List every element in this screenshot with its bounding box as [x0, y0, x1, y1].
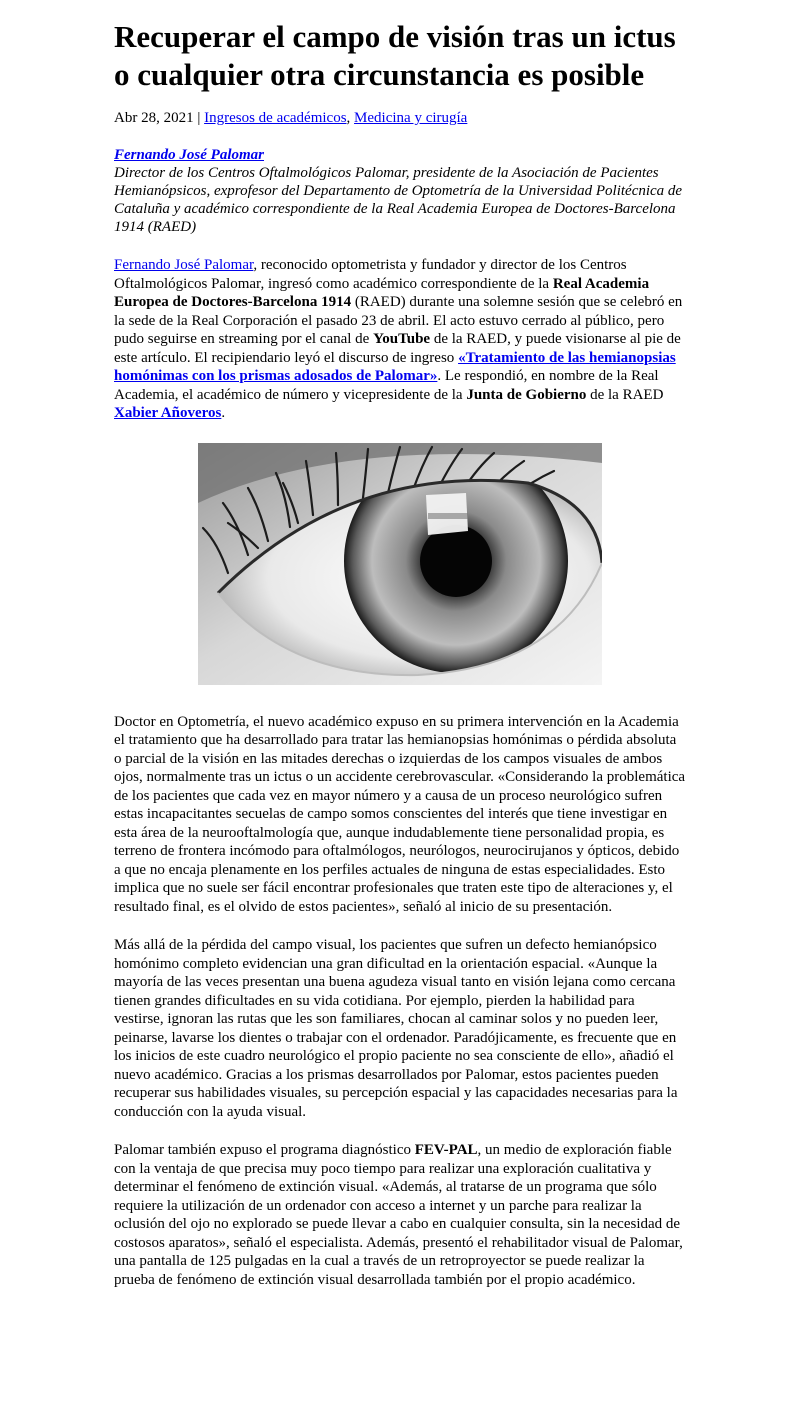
- eye-photo: [198, 443, 602, 685]
- p4-text-a: Palomar también expuso el programa diagnóstico: [114, 1142, 415, 1158]
- junta-bold: Junta de Gobierno: [466, 386, 587, 403]
- intro-text-4: . Le respondió, en nombre de la Real Academia, el académico de número y vicepresidente de la: [114, 368, 659, 403]
- p4-text-c: , un medio de exploración fiable con la ventaja de que precisa muy poco tiempo para realizar una exploración cualitativa y determinar el fenómeno de extinción visual. «Además, al tratarse de un programa que sólo requiere la utilización de un ordenador con acceso a internet y un parche para realizar la oclusión del ojo no explorado se puede llevar a cabo en cualquier consulta, sin la necesidad de costosos aparatos», señaló el especialista. Además, presentó el rehabilitador visual de Palomar, una pantalla de 125 pulgadas en la cual a través de un retroproyector se puede realizar la prueba de fenómeno de extinción visual desarrollada también por el propio académico.: [114, 1142, 683, 1288]
- pupil: [420, 525, 492, 597]
- meta-separator: |: [193, 110, 205, 126]
- article-content: [114, 18, 686, 1309]
- intro-text-6: .: [221, 405, 226, 421]
- article-date: Abr 28, 2021: [114, 110, 194, 126]
- youtube-bold: YouTube: [373, 331, 431, 347]
- intro-text-1: , reconocido optometrista y fundador y director de los Centros Oftalmológicos Palomar, ingresó como académico correspondiente de la: [114, 257, 627, 292]
- intro-text-2: (RAED) durante una solemne sesión que se celebró en la sede de la Real Corporación el pasado 23 de abril. El acto estuvo cerrado al público, pero pudo seguirse en streaming por el canal de: [114, 294, 683, 347]
- article-title: Recuperar el campo de visión tras un ictus o cualquier otra circunstancia es posible: [114, 19, 676, 92]
- author-inline-link[interactable]: Fernando José Palomar: [114, 257, 254, 273]
- paragraph-4: [114, 1141, 686, 1289]
- raed-name-bold: Real Academia Europea de Doctores-Barcelona 1914: [114, 275, 650, 310]
- intro-paragraph: [114, 256, 686, 423]
- intro-text-3: de la RAED, y puede visionarse al pie de este artículo. El recipiendario leyó el discurso de ingreso: [114, 331, 681, 366]
- fevpal-bold: FEV-PAL: [414, 1142, 478, 1158]
- author-bio: Director de los Centros Oftalmológicos Palomar, presidente de la Asociación de Pacientes Hemianópsicos, exprofesor del Departamento de Optometría de la Universidad Politécnica de Cataluña y académico correspondiente de la Real Academia Europea de Doctores-Barcelona 1914 (RAED): [114, 165, 683, 235]
- category-joiner: ,: [346, 110, 355, 126]
- paragraph-3: Más allá de la pérdida del campo visual, los pacientes que sufren un defecto hemianópsico homónimo completo evidencian una gran dificultad en la orientación espacial. «Aunque la mayoría de las veces presentan una buena agudeza visual tanto en visión lejana como cercana tienen grandes dificultades en su vida cotidiana. Por ejemplo, pierden la habilidad para vestirse, ignoran las rutas que les son familiares, chocan al caminar solos y no pueden leer, peinarse, lavarse los dientes o trabajar con el ordenador. Paradójicamente, es frecuente que en los inicios de este cuadro neurológico el propio paciente no sea consciente de ello», añadió el nuevo académico. Gracias a los prismas desarrollados por Palomar, estos pacientes pueden recuperar sus habilidades visuales, su percepción espacial y las capacidades necesarias para la conducción con la ayuda visual.: [114, 937, 678, 1120]
- category-link-medicina[interactable]: Medicina y cirugía: [354, 110, 468, 126]
- category-link-ingresos[interactable]: Ingresos de académicos: [204, 110, 347, 126]
- speech-title-link[interactable]: «Tratamiento de las hemianopsias homónimas con los prismas adosados de Palomar»: [114, 349, 676, 384]
- respondent-link[interactable]: Xabier Añoveros: [114, 405, 222, 421]
- author-block: [114, 146, 686, 236]
- author-name-link[interactable]: Fernando José Palomar: [114, 147, 265, 163]
- intro-text-5: de la RAED: [586, 386, 664, 403]
- article-meta: [114, 108, 686, 128]
- eye-photo-icon: [198, 443, 602, 685]
- paragraph-2: Doctor en Optometría, el nuevo académico expuso en su primera intervención en la Academia el tratamiento que ha desarrollado para tratar las hemianopsias homónimas o pérdida absoluta o parcial de la visión en las mitades derechas o izquierdas de los campos visuales de ambos ojos, normalmente tras un ictus o un accidente cerebrovascular. «Considerando la problemática de los pacientes que cada vez en mayor número y a causa de un proceso neurológico sufren estas incapacitantes secuelas de campo somos conscientes del interés que tiene investigar en esta área de la neurooftalmología que, aunque indudablemente tiene personalidad propia, es terreno de frontera incómodo para oftalmólogos, neurólogos, neurocirujanos y ópticos, debido a que no encaja plenamente en los perfiles actuales de ninguna de estas especialidades. Esto implica que no suele ser fácil encontrar profesionales que traten este tipo de alteraciones y, el resultado final, es el olvido de estos pacientes», señaló al inicio de su presentación.: [114, 713, 686, 915]
